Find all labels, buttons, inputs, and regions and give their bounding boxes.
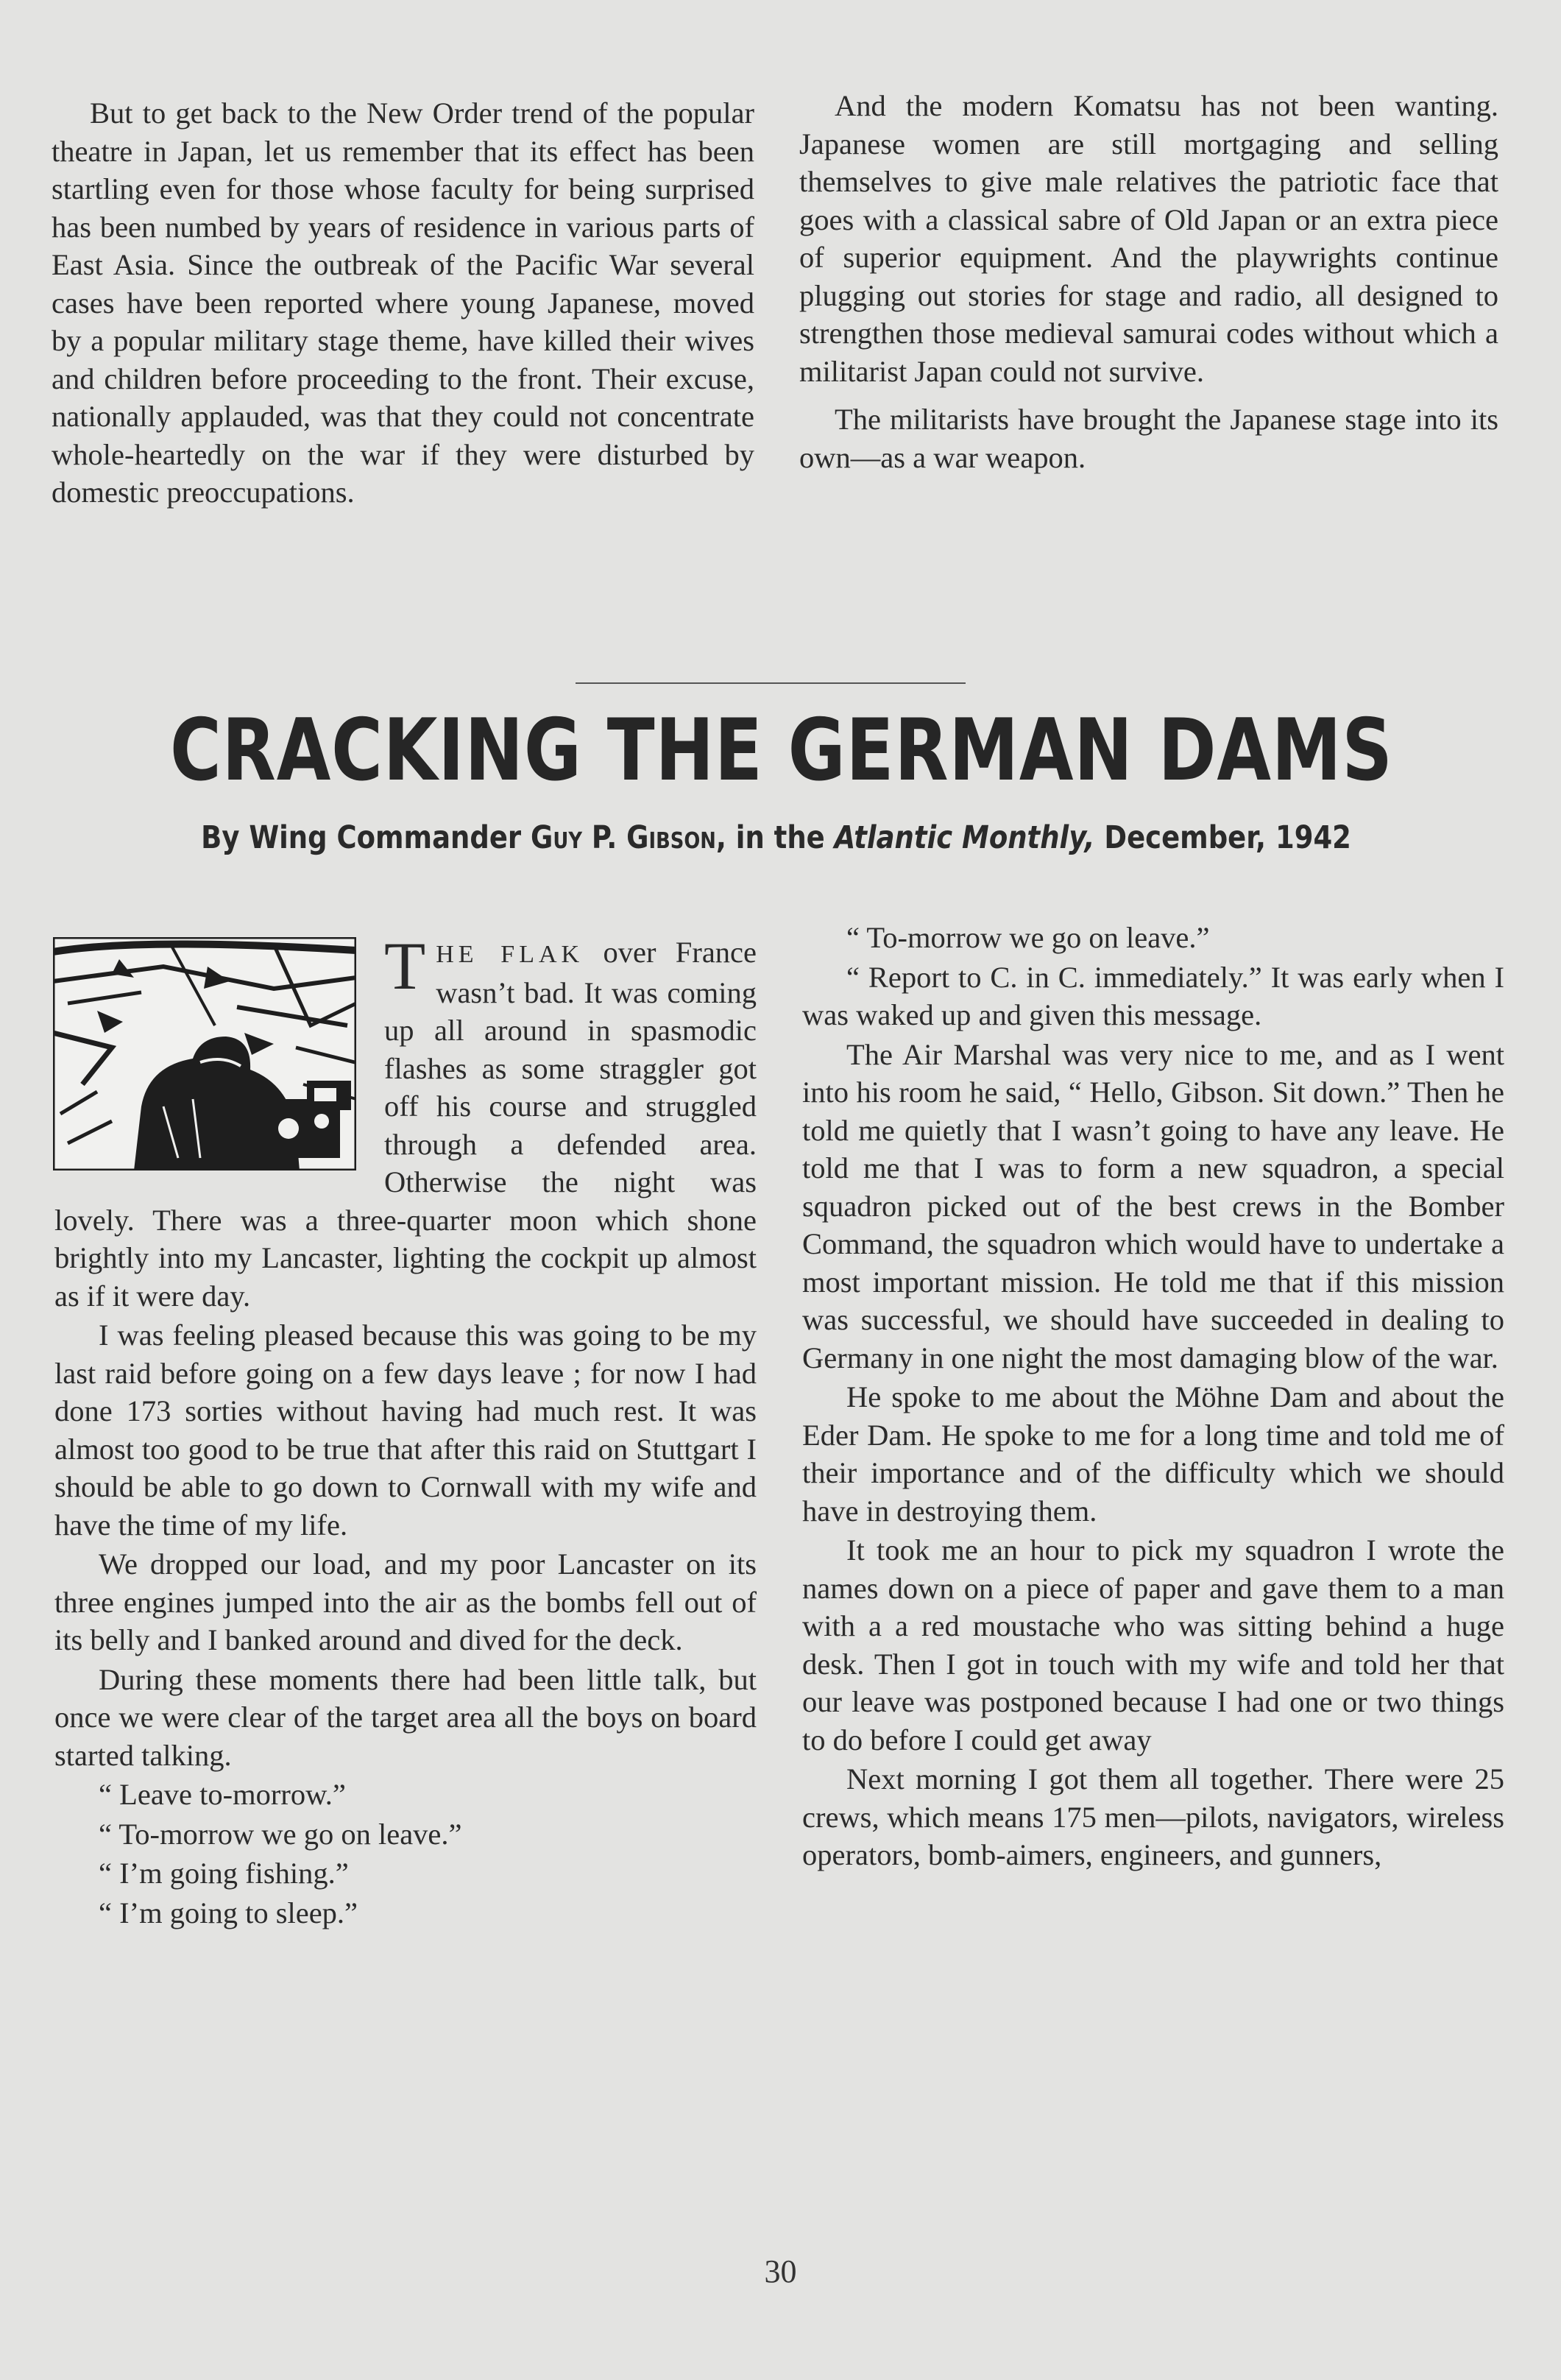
body-paragraph: The Air Marshal was very nice to me, and as I went into his room he said, “ Hello, Gibson. Sit down.” Then he told me quietly that I wasn’t going to have any leave. He told me that I was to form a new squadron, a special squadron picked out of the best crews in the Bomber Command, the squadron which would have to undertake a most important mission. He told me that if this mission was successful, we should have succeeded in dealing to Germany in one night the most damaging blow of the war.: [802, 1037, 1504, 1374]
article-title: CRACKING THE GERMAN DAMS: [170, 701, 1393, 800]
body-paragraph: I was feeling pleased because this was going to be my last raid before going on a few days leave ; for now I had done 173 sorties without having had much rest. It was almost too good to be true that after this raid on Stuttgart I should be able to go down to Cornwall with my wife and have the time of my life.: [54, 1318, 757, 1542]
author-name: Guy P. Gibson: [531, 819, 716, 856]
dialogue-line: “ I’m going to sleep.”: [99, 1896, 358, 1929]
section-divider: [576, 682, 966, 684]
dialogue-line: “ To-morrow we go on leave.”: [846, 921, 1210, 954]
byline-mid: , in the: [715, 819, 835, 856]
dialogue-line: “ To-morrow we go on leave.”: [99, 1817, 462, 1851]
body-paragraph: But to get back to the New Order trend of the popular theatre in Japan, let us remember that its effect has been startling even for those whose faculty for being surprised has been numbed by years of residence in various parts of East Asia. Since the outbreak of the Pacific War several cases have been reported where young Japanese, moved by a popular military stage theme, have killed their wives and children before proceeding to the front. Their excuse, nationally applauded, was that they could not concentrate whole-heartedly on the war if they were disturbed by domestic preoccupations.: [52, 96, 754, 509]
article-left-column: [54, 928, 757, 1932]
illustration-wrap-space: [54, 933, 384, 1178]
opening-small-caps: HE FLAK: [436, 941, 584, 968]
dialogue-line: “ I’m going fishing.”: [99, 1857, 349, 1890]
previous-article-right-column: [799, 87, 1498, 476]
previous-article-left-column: [52, 94, 754, 512]
body-paragraph: It took me an hour to pick my squadron I wrote the names down on a piece of paper and gave them to a man with a a red moustache who was sitting behind a huge desk. Then I got in touch with my wife and told her that our leave was postponed because I had one or two things to do before I could get away: [802, 1533, 1504, 1756]
drop-cap: T: [384, 928, 426, 1003]
page-number: 30: [764, 2253, 797, 2289]
article-byline: [105, 816, 1448, 860]
body-paragraph: The militarists have brought the Japanese stage into its own—as a war weapon.: [799, 403, 1498, 474]
body-paragraph: He spoke to me about the Möhne Dam and about the Eder Dam. He spoke to me for a long time and told me of their importance and of the difficulty which we should have in destroying them.: [802, 1380, 1504, 1528]
article-right-column: [802, 919, 1504, 1874]
opening-text: over France wasn’t bad. It was coming up all around in spasmodic flashes as some straggler got off his course and struggled through a defended area. Otherwise the night was lovely. There was a three-quarter moon which shone brightly into my Lancaster, lighting the cockpit up almost as if it were day.: [54, 936, 757, 1313]
publication-name: Atlantic Monthly,: [834, 819, 1095, 856]
body-paragraph: Next morning I got them all together. There were 25 crews, which means 175 men—pilots, navigators, wireless operators, bomb-aimers, engineers, and gunners,: [802, 1762, 1504, 1871]
body-paragraph: During these moments there had been little talk, but once we were clear of the target area all the boys on board started talking.: [54, 1662, 757, 1772]
body-paragraph: “ Report to C. in C. immediately.” It was early when I was waked up and given this message.: [802, 960, 1504, 1031]
body-paragraph: We dropped our load, and my poor Lancaster on its three engines jumped into the air as the bombs fell out of its belly and I banked around and dived for the deck.: [54, 1547, 757, 1656]
publication-date: December, 1942: [1094, 819, 1351, 856]
byline-prefix: By Wing Commander: [201, 819, 531, 856]
body-paragraph: And the modern Komatsu has not been wanting. Japanese women are still mortgaging and selling themselves to give male relatives the patriotic face that goes with a classical sabre of Old Japan or an extra piece of superior equipment. And the playwrights continue plugging out stories for stage and radio, all designed to strengthen those medieval samurai codes without which a militarist Japan could not survive.: [799, 89, 1498, 388]
dialogue-line: “ Leave to-morrow.”: [99, 1778, 346, 1811]
